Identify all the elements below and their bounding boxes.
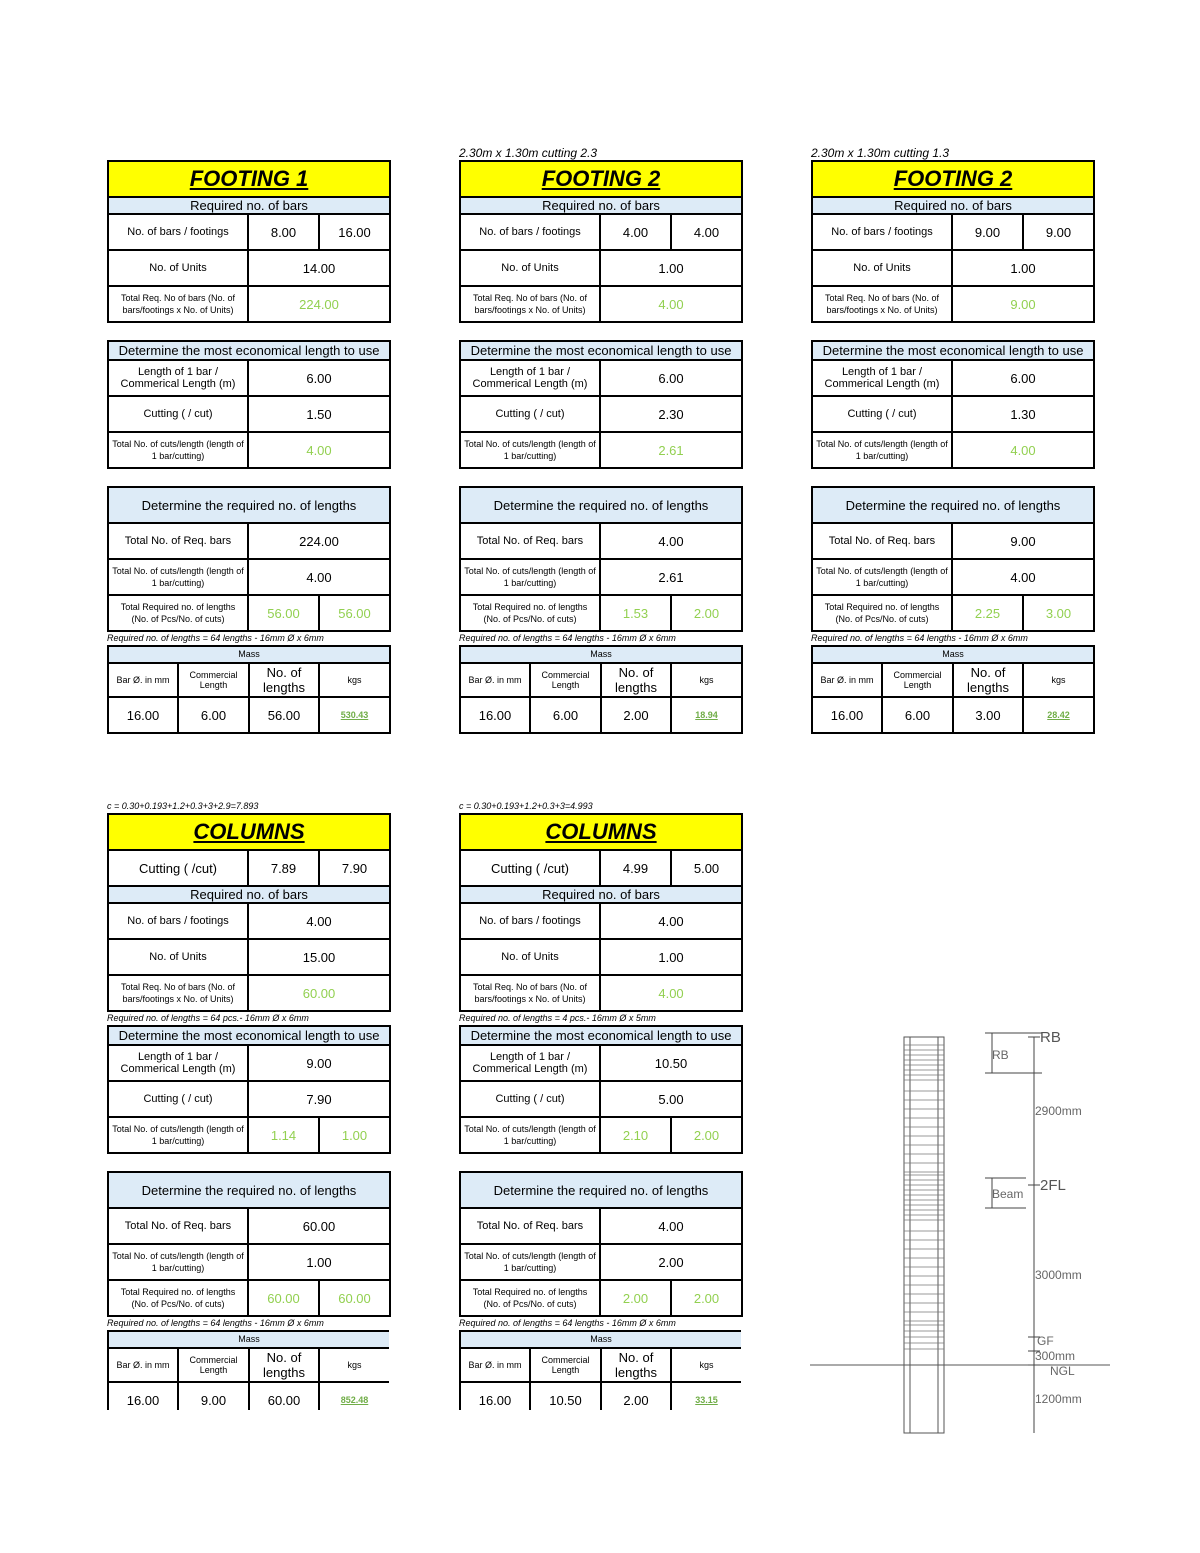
total-req-lengths-label: Total Required no. of lengths (No. of Pcs/No. of cuts): [108, 595, 248, 631]
total-bars-value: 224.00: [248, 286, 390, 322]
total-req-lengths-label: Total Required no. of lengths (No. of Pcs/No. of cuts): [460, 1280, 600, 1316]
mass-table: [459, 1330, 741, 1410]
cuts-per-length-value: 2.10: [600, 1117, 671, 1153]
commercial-length-cell: 6.00: [530, 697, 601, 733]
dim-3000: 3000mm: [1035, 1268, 1082, 1282]
cutting-value: 2.30: [600, 396, 742, 432]
total-cuts-value: 2.61: [600, 559, 742, 595]
footing-1-block: [107, 160, 389, 734]
ngl-label: NGL: [1050, 1364, 1075, 1378]
mass-table: [811, 645, 1095, 734]
mass-clip: [459, 1330, 741, 1410]
footing-required-table: [459, 160, 743, 323]
column-cutting-label: Cutting ( /cut): [108, 850, 248, 886]
bars-per-footing-value: 4.00: [600, 214, 671, 250]
mass-header: Mass: [460, 646, 742, 663]
mass-clip: [107, 1330, 389, 1410]
cuts-per-length-label: Total No. of cuts/length (length of 1 bar/cutting): [460, 1117, 600, 1153]
columns-required-table: [107, 813, 391, 1012]
columns-lengths-table: [459, 1171, 743, 1317]
required-lengths-header: Determine the required no. of lengths: [812, 487, 1094, 523]
commercial-length-value: 6.00: [248, 360, 390, 396]
column-cutting-value: 7.89: [248, 850, 319, 886]
beam-label: Beam: [992, 1187, 1024, 1201]
commercial-length-cell: 6.00: [178, 697, 249, 733]
bars-per-footing-label: No. of bars / footings: [108, 214, 248, 250]
economical-length-header: Determine the most economical length to use: [108, 1026, 390, 1045]
cuts-per-length-value: 2.61: [600, 432, 742, 468]
units-value: 1.00: [952, 250, 1094, 286]
cutting-label: Cutting ( / cut): [460, 396, 600, 432]
total-req-lengths-rounded: 60.00: [319, 1280, 390, 1316]
units-value: 15.00: [248, 939, 390, 975]
footing-lengths-table: [459, 486, 743, 632]
commercial-length-cell: 10.50: [530, 1382, 601, 1410]
total-bars-value: 4.00: [600, 286, 742, 322]
dim-2900: 2900mm: [1035, 1104, 1082, 1118]
footing-required-table: [107, 160, 391, 323]
bars-per-footing-value-2: 4.00: [671, 214, 742, 250]
columns-1-block: [107, 801, 389, 1410]
dim-1200: 1200mm: [1035, 1392, 1082, 1406]
units-value: 1.00: [600, 939, 742, 975]
kgs-header: kgs: [319, 1348, 389, 1382]
footing-2-block: [459, 146, 741, 734]
bars-per-footing-label: No. of bars / footings: [460, 903, 600, 939]
total-req-lengths-value: 56.00: [248, 595, 319, 631]
column-elevation-diagram: [810, 1025, 1110, 1445]
total-req-bars-value: 60.00: [248, 1208, 390, 1244]
total-cuts-value: 2.00: [600, 1244, 742, 1280]
commercial-length-value: 9.00: [248, 1045, 390, 1081]
no-of-lengths-value: 2.00: [601, 1382, 671, 1410]
cuts-per-length-rounded: 2.00: [671, 1117, 742, 1153]
total-req-bars-label: Total No. of Req. bars: [812, 523, 952, 559]
required-pcs-note: Required no. of lengths = 64 pcs.- 16mm Ø x 6mm: [107, 1013, 309, 1023]
mass-header: Mass: [108, 1331, 389, 1348]
cuts-per-length-label: Total No. of cuts/length (length of 1 bar/cutting): [460, 432, 600, 468]
commercial-length-header: Commercial Length: [530, 663, 601, 697]
commercial-length-label: Length of 1 bar / Commerical Length (m): [460, 360, 600, 396]
total-req-bars-value: 4.00: [600, 1208, 742, 1244]
columns-required-table: [459, 813, 743, 1012]
no-of-lengths-header: No. of lengths: [249, 663, 319, 697]
bar-diameter-header: Bar Ø. in mm: [108, 663, 178, 697]
required-lengths-note: Required no. of lengths = 64 lengths - 16mm Ø x 6mm: [459, 1318, 676, 1328]
bars-per-footing-value: 8.00: [248, 214, 319, 250]
bar-diameter-value: 16.00: [108, 1382, 178, 1410]
commercial-length-value: 6.00: [952, 360, 1094, 396]
required-bars-header: Required no. of bars: [460, 197, 742, 214]
footing-lengths-table: [811, 486, 1095, 632]
required-bars-header: Required no. of bars: [812, 197, 1094, 214]
commercial-length-label: Length of 1 bar / Commerical Length (m): [812, 360, 952, 396]
economical-length-header: Determine the most economical length to use: [460, 341, 742, 360]
units-label: No. of Units: [460, 939, 600, 975]
bars-per-footing-label: No. of bars / footings: [460, 214, 600, 250]
bar-diameter-header: Bar Ø. in mm: [812, 663, 882, 697]
required-lengths-header: Determine the required no. of lengths: [108, 1172, 390, 1208]
required-lengths-note: Required no. of lengths = 64 lengths - 16mm Ø x 6mm: [107, 1318, 324, 1328]
commercial-length-header: Commercial Length: [178, 1348, 249, 1382]
economical-length-header: Determine the most economical length to use: [812, 341, 1094, 360]
bar-diameter-value: 16.00: [460, 697, 530, 733]
no-of-lengths-value: 2.00: [601, 697, 671, 733]
cutting-value: 5.00: [600, 1081, 742, 1117]
columns-lengths-table: [107, 1171, 391, 1317]
column-cutting-value: 4.99: [600, 850, 671, 886]
bars-per-footing-value: 9.00: [952, 214, 1023, 250]
rb-box-label: RB: [992, 1048, 1009, 1062]
dim-300: 300mm: [1035, 1349, 1076, 1363]
total-req-bars-value: 4.00: [600, 523, 742, 559]
footing-lengths-table: [107, 486, 391, 632]
mass-kgs-value: 28.42: [1023, 697, 1094, 733]
total-req-bars-value: 224.00: [248, 523, 390, 559]
total-req-bars-label: Total No. of Req. bars: [460, 523, 600, 559]
total-bars-label: Total Req. No of bars (No. of bars/footings x No. of Units): [812, 286, 952, 322]
cuts-per-length-rounded: 1.00: [319, 1117, 390, 1153]
required-lengths-header: Determine the required no. of lengths: [460, 1172, 742, 1208]
commercial-length-label: Length of 1 bar / Commerical Length (m): [108, 1045, 248, 1081]
cuts-per-length-value: 4.00: [952, 432, 1094, 468]
mass-header: Mass: [460, 1331, 741, 1348]
kgs-header: kgs: [319, 663, 390, 697]
mass-kgs-value: 852.48: [319, 1382, 389, 1410]
bar-diameter-header: Bar Ø. in mm: [108, 1348, 178, 1382]
kgs-header: kgs: [1023, 663, 1094, 697]
units-value: 1.00: [600, 250, 742, 286]
total-cuts-label: Total No. of cuts/length (length of 1 bar/cutting): [108, 1244, 248, 1280]
total-cuts-value: 1.00: [248, 1244, 390, 1280]
columns-title: COLUMNS: [460, 814, 742, 850]
required-lengths-note: Required no. of lengths = 64 lengths - 16mm Ø x 6mm: [459, 633, 676, 643]
bars-per-footing-label: No. of bars / footings: [812, 214, 952, 250]
cutting-value: 1.30: [952, 396, 1094, 432]
total-bars-value: 9.00: [952, 286, 1094, 322]
total-bars-label: Total Req. No of bars (No. of bars/footings x No. of Units): [108, 975, 248, 1011]
required-lengths-note: Required no. of lengths = 64 lengths - 16mm Ø x 6mm: [107, 633, 324, 643]
footing-note: 2.30m x 1.30m cutting 2.3: [459, 146, 598, 160]
units-label: No. of Units: [460, 250, 600, 286]
total-req-bars-label: Total No. of Req. bars: [108, 1208, 248, 1244]
required-lengths-header: Determine the required no. of lengths: [460, 487, 742, 523]
total-cuts-value: 4.00: [952, 559, 1094, 595]
bars-per-footing-value-2: 16.00: [319, 214, 390, 250]
bar-diameter-value: 16.00: [460, 1382, 530, 1410]
bars-per-footing-value: 4.00: [248, 903, 390, 939]
total-cuts-value: 4.00: [248, 559, 390, 595]
required-bars-header: Required no. of bars: [460, 886, 742, 903]
footing-economical-table: [107, 340, 391, 469]
columns-2-block: [459, 801, 741, 1410]
required-lengths-note: Required no. of lengths = 64 lengths - 16mm Ø x 6mm: [811, 633, 1028, 643]
column-cutting-rounded: 5.00: [671, 850, 742, 886]
cutting-label: Cutting ( / cut): [108, 396, 248, 432]
total-req-bars-label: Total No. of Req. bars: [460, 1208, 600, 1244]
mass-header: Mass: [108, 646, 390, 663]
cutting-value: 1.50: [248, 396, 390, 432]
total-req-lengths-rounded: 56.00: [319, 595, 390, 631]
gf-label: GF: [1037, 1334, 1054, 1348]
total-req-lengths-label: Total Required no. of lengths (No. of Pcs/No. of cuts): [108, 1280, 248, 1316]
cutting-label: Cutting ( / cut): [812, 396, 952, 432]
units-label: No. of Units: [108, 250, 248, 286]
total-bars-value: 4.00: [600, 975, 742, 1011]
cuts-per-length-value: 1.14: [248, 1117, 319, 1153]
bar-diameter-header: Bar Ø. in mm: [460, 663, 530, 697]
kgs-header: kgs: [671, 1348, 741, 1382]
total-req-lengths-rounded: 2.00: [671, 1280, 742, 1316]
bar-diameter-value: 16.00: [108, 697, 178, 733]
no-of-lengths-value: 56.00: [249, 697, 319, 733]
required-lengths-header: Determine the required no. of lengths: [108, 487, 390, 523]
bar-diameter-value: 16.00: [812, 697, 882, 733]
required-pcs-note: Required no. of lengths = 4 pcs.- 16mm Ø x 5mm: [459, 1013, 656, 1023]
required-bars-header: Required no. of bars: [108, 197, 390, 214]
bars-per-footing-value-2: 9.00: [1023, 214, 1094, 250]
footing-economical-table: [811, 340, 1095, 469]
mass-table: [107, 645, 391, 734]
no-of-lengths-header: No. of lengths: [601, 663, 671, 697]
total-cuts-label: Total No. of cuts/length (length of 1 bar/cutting): [108, 559, 248, 595]
footing-required-table: [811, 160, 1095, 323]
2fl-label: 2FL: [1040, 1177, 1066, 1194]
total-req-lengths-rounded: 2.00: [671, 595, 742, 631]
footing-economical-table: [459, 340, 743, 469]
total-req-lengths-value: 2.00: [600, 1280, 671, 1316]
mass-table: [107, 1330, 389, 1410]
cuts-per-length-label: Total No. of cuts/length (length of 1 bar/cutting): [108, 432, 248, 468]
footing-title: FOOTING 2: [812, 161, 1094, 197]
mass-table: [459, 645, 743, 734]
commercial-length-header: Commercial Length: [178, 663, 249, 697]
total-bars-label: Total Req. No of bars (No. of bars/footings x No. of Units): [460, 975, 600, 1011]
total-cuts-label: Total No. of cuts/length (length of 1 bar/cutting): [812, 559, 952, 595]
commercial-length-label: Length of 1 bar / Commerical Length (m): [108, 360, 248, 396]
total-req-bars-value: 9.00: [952, 523, 1094, 559]
units-label: No. of Units: [812, 250, 952, 286]
total-req-lengths-value: 1.53: [600, 595, 671, 631]
total-bars-label: Total Req. No of bars (No. of bars/footings x No. of Units): [460, 286, 600, 322]
rb-label: RB: [1040, 1029, 1061, 1046]
total-bars-value: 60.00: [248, 975, 390, 1011]
bars-per-footing-label: No. of bars / footings: [108, 903, 248, 939]
required-bars-header: Required no. of bars: [108, 886, 390, 903]
no-of-lengths-header: No. of lengths: [249, 1348, 319, 1382]
cutting-value: 7.90: [248, 1081, 390, 1117]
commercial-length-label: Length of 1 bar / Commerical Length (m): [460, 1045, 600, 1081]
footing-2b-block: [811, 146, 1093, 734]
cutting-label: Cutting ( / cut): [460, 1081, 600, 1117]
economical-length-header: Determine the most economical length to use: [460, 1026, 742, 1045]
total-req-lengths-label: Total Required no. of lengths (No. of Pcs/No. of cuts): [812, 595, 952, 631]
commercial-length-header: Commercial Length: [882, 663, 953, 697]
cuts-per-length-label: Total No. of cuts/length (length of 1 bar/cutting): [812, 432, 952, 468]
units-label: No. of Units: [108, 939, 248, 975]
footing-title: FOOTING 2: [460, 161, 742, 197]
cuts-per-length-value: 4.00: [248, 432, 390, 468]
column-formula: c = 0.30+0.193+1.2+0.3+3+2.9=7.893: [107, 801, 259, 811]
footing-note: 2.30m x 1.30m cutting 1.3: [811, 146, 950, 160]
columns-title: COLUMNS: [108, 814, 390, 850]
commercial-length-cell: 6.00: [882, 697, 953, 733]
columns-economical-table: [459, 1025, 743, 1154]
units-value: 14.00: [248, 250, 390, 286]
footing-title: FOOTING 1: [108, 161, 390, 197]
commercial-length-cell: 9.00: [178, 1382, 249, 1410]
cuts-per-length-label: Total No. of cuts/length (length of 1 bar/cutting): [108, 1117, 248, 1153]
cutting-label: Cutting ( / cut): [108, 1081, 248, 1117]
columns-economical-table: [107, 1025, 391, 1154]
total-req-bars-label: Total No. of Req. bars: [108, 523, 248, 559]
no-of-lengths-value: 60.00: [249, 1382, 319, 1410]
no-of-lengths-value: 3.00: [953, 697, 1023, 733]
bar-diameter-header: Bar Ø. in mm: [460, 1348, 530, 1382]
economical-length-header: Determine the most economical length to use: [108, 341, 390, 360]
total-bars-label: Total Req. No of bars (No. of bars/footings x No. of Units): [108, 286, 248, 322]
total-req-lengths-label: Total Required no. of lengths (No. of Pcs/No. of cuts): [460, 595, 600, 631]
no-of-lengths-header: No. of lengths: [601, 1348, 671, 1382]
mass-kgs-value: 18.94: [671, 697, 742, 733]
total-req-lengths-value: 60.00: [248, 1280, 319, 1316]
total-cuts-label: Total No. of cuts/length (length of 1 bar/cutting): [460, 559, 600, 595]
total-req-lengths-rounded: 3.00: [1023, 595, 1094, 631]
mass-kgs-value: 530.43: [319, 697, 390, 733]
commercial-length-value: 6.00: [600, 360, 742, 396]
total-cuts-label: Total No. of cuts/length (length of 1 bar/cutting): [460, 1244, 600, 1280]
no-of-lengths-header: No. of lengths: [953, 663, 1023, 697]
bars-per-footing-value: 4.00: [600, 903, 742, 939]
mass-kgs-value: 33.15: [671, 1382, 741, 1410]
column-cutting-label: Cutting ( /cut): [460, 850, 600, 886]
column-formula: c = 0.30+0.193+1.2+0.3+3=4.993: [459, 801, 593, 811]
commercial-length-header: Commercial Length: [530, 1348, 601, 1382]
mass-header: Mass: [812, 646, 1094, 663]
commercial-length-value: 10.50: [600, 1045, 742, 1081]
total-req-lengths-value: 2.25: [952, 595, 1023, 631]
column-cutting-rounded: 7.90: [319, 850, 390, 886]
kgs-header: kgs: [671, 663, 742, 697]
